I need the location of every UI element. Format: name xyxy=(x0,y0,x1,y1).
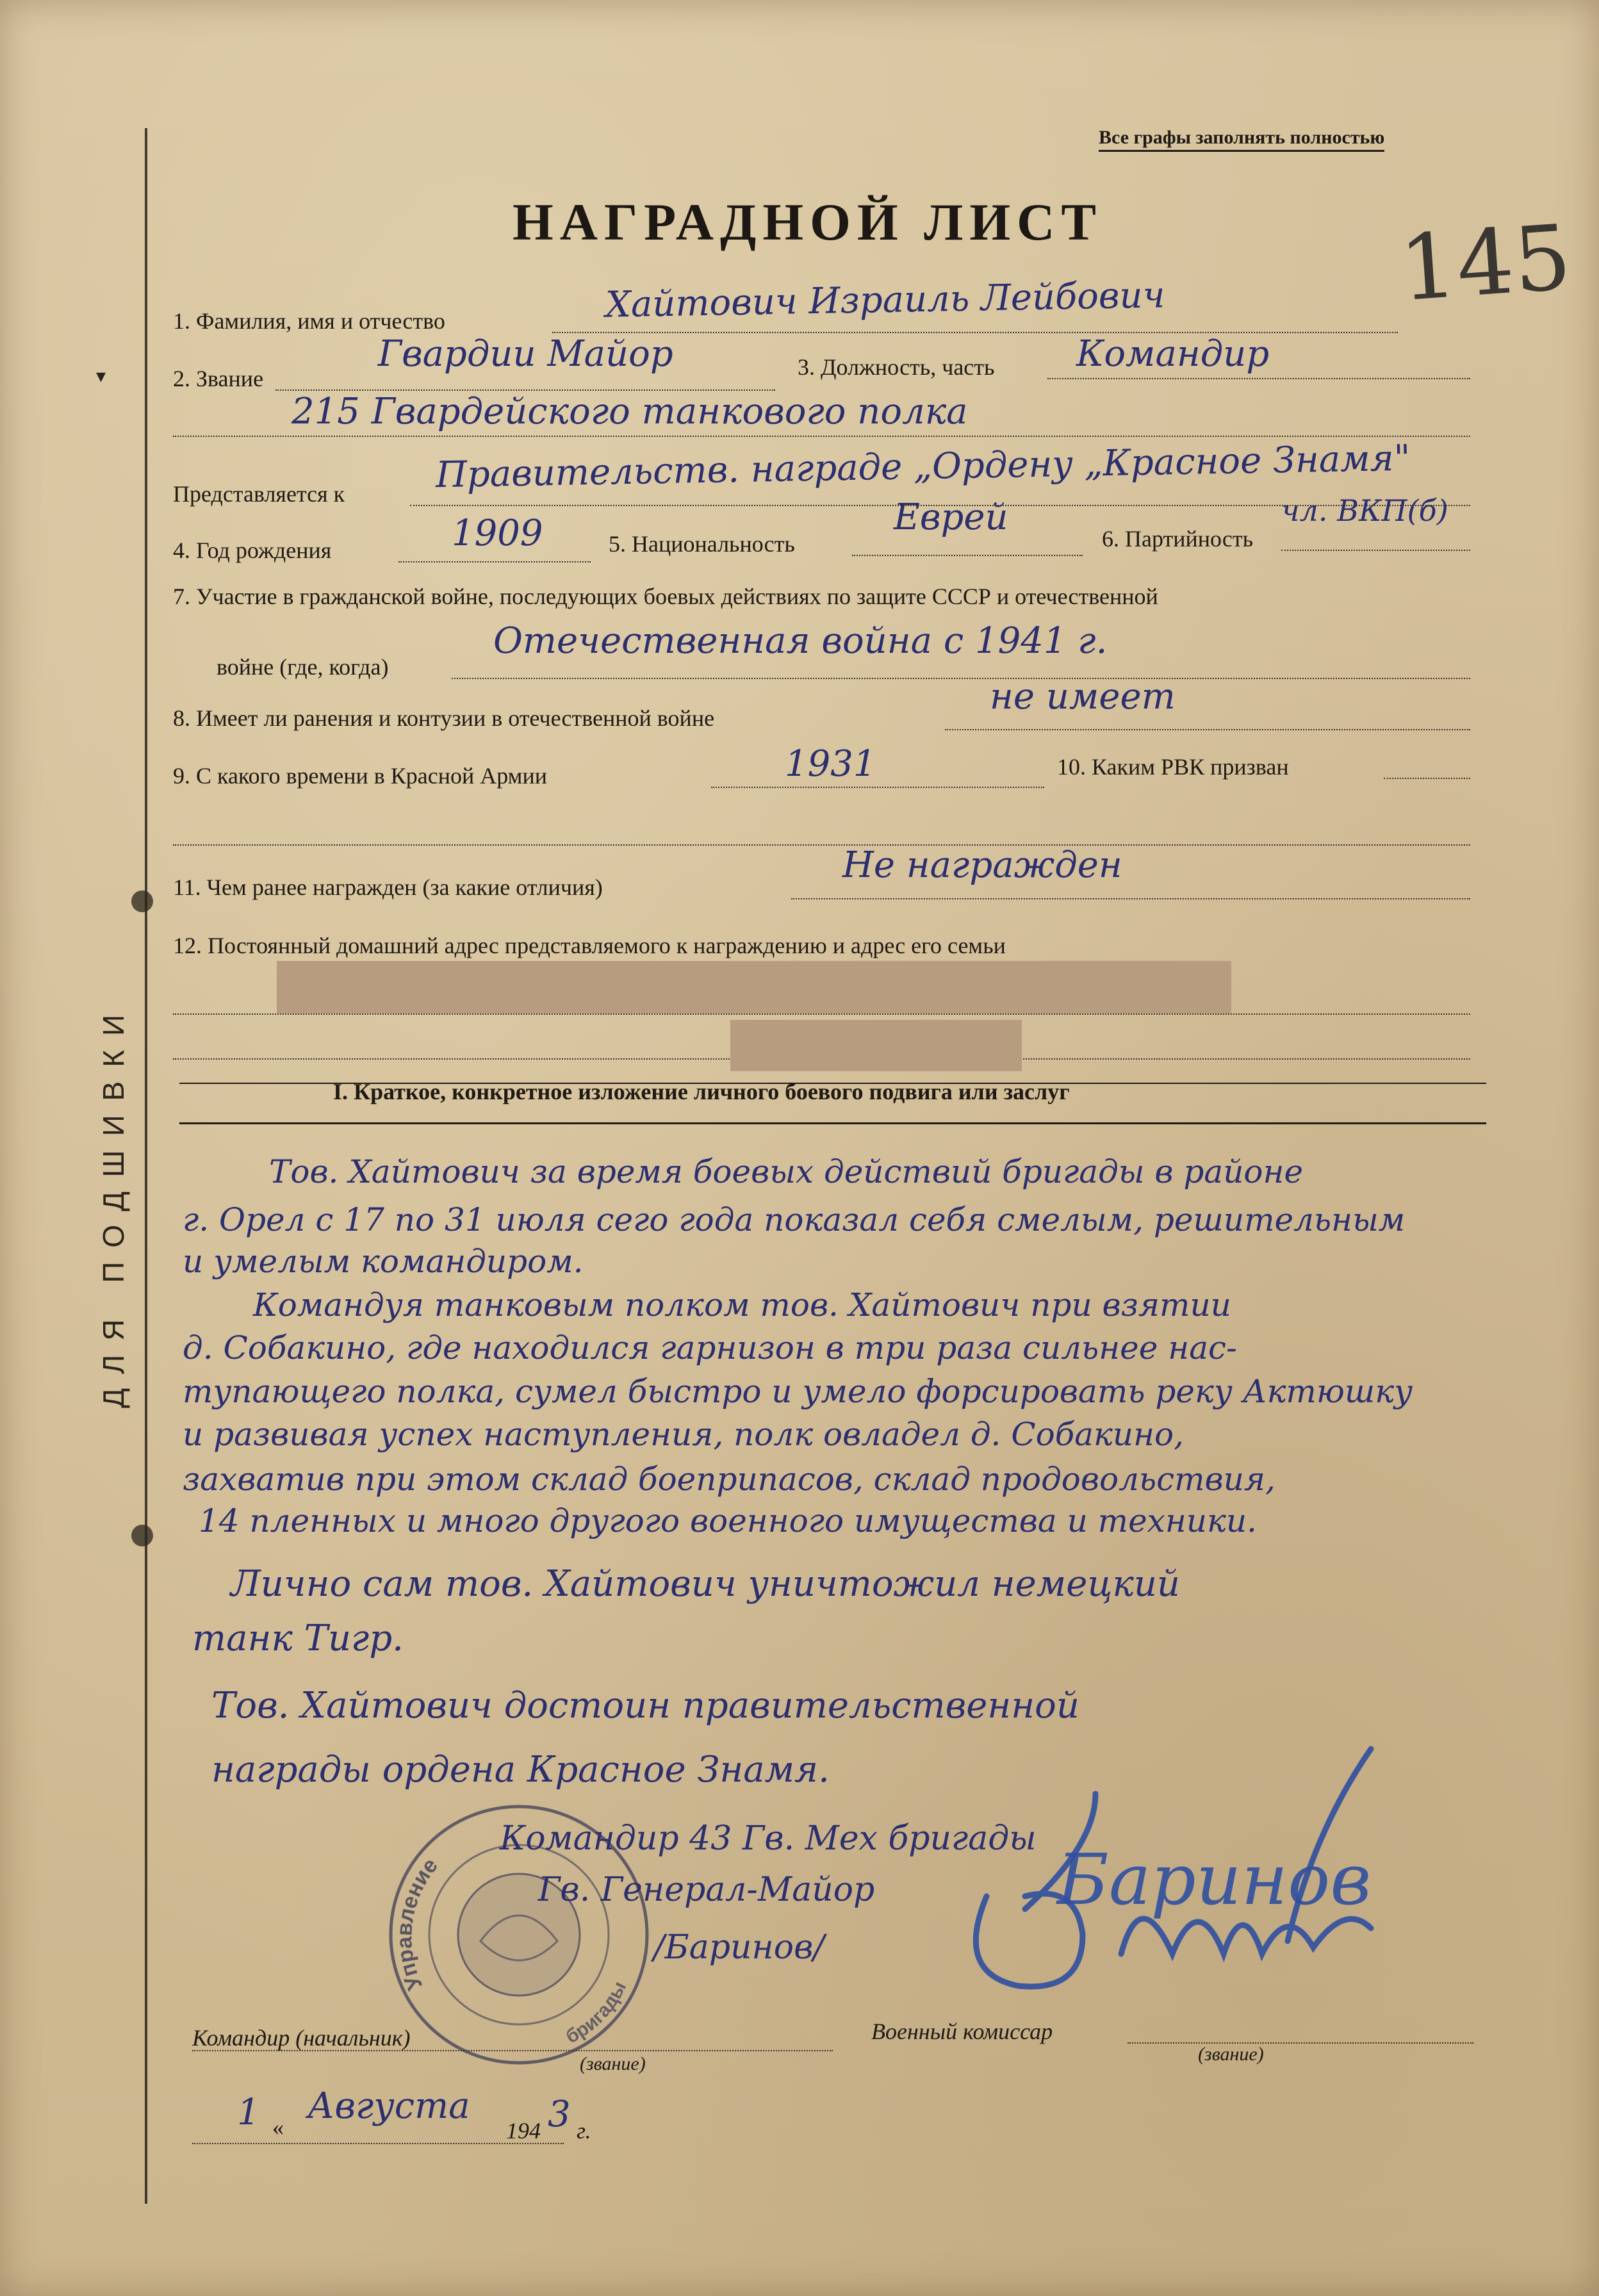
field-11-label: 11. Чем ранее награжден (за какие отличия) xyxy=(173,874,603,900)
field-9-value: 1931 xyxy=(785,743,876,785)
date-suffix: г. xyxy=(577,2118,591,2144)
field-5-line xyxy=(852,555,1083,556)
signer-line-1: Командир 43 Гв. Мех бригады xyxy=(500,1819,1037,1858)
field-8-value: не имеет xyxy=(990,676,1176,718)
story-line: 14 пленных и много другого военного имущества и техники. xyxy=(199,1502,1257,1539)
story-line: награды ордена Красное Знамя. xyxy=(211,1749,830,1791)
field-7-line xyxy=(452,678,1470,679)
story-line: Тов. Хайтович за время боевых действий бригады в районе xyxy=(269,1153,1304,1190)
field-4-value: 1909 xyxy=(452,512,543,554)
commander-rank-label: (звание) xyxy=(580,2053,646,2074)
story-line: д. Собакино, где находился гарнизон в три раза сильнее нас- xyxy=(183,1329,1237,1366)
story-line: захватив при этом склад боеприпасов, склад продовольствия, xyxy=(183,1461,1275,1498)
submitted-label: Представляется к xyxy=(173,481,345,507)
field-3-line xyxy=(1047,378,1470,379)
date-day: 1 xyxy=(237,2092,260,2133)
field-3-line-2 xyxy=(173,436,1470,437)
field-8-line xyxy=(945,729,1470,730)
signer-line-2: Гв. Генерал-Майор xyxy=(538,1871,875,1909)
field-7-label-1: 7. Участие в гражданской войне, последующих боевых действиях по защите СССР и отечественной xyxy=(173,584,1158,609)
margin-rule xyxy=(145,128,147,2204)
commander-line xyxy=(192,2050,833,2051)
section-1-heading: I. Краткое, конкретное изложение личного боевого подвига или заслуг xyxy=(333,1079,1070,1104)
story-line: Тов. Хайтович достоин правительственной xyxy=(211,1685,1079,1726)
binding-mark: ▾ xyxy=(96,366,106,387)
stamp-text-right: бригады xyxy=(562,1978,631,2048)
field-7-label-2: войне (где, когда) xyxy=(217,654,389,680)
field-10-line xyxy=(1384,778,1470,779)
field-3-label: 3. Должность, часть xyxy=(798,354,995,380)
date-year-prefix: 194 xyxy=(506,2118,541,2144)
field-5-value: Еврей xyxy=(894,496,1008,538)
field-4-line xyxy=(398,561,591,562)
date-line xyxy=(192,2143,564,2144)
field-6-value: чл. ВКП(б) xyxy=(1281,493,1448,528)
field-3-value: Командир xyxy=(1076,333,1270,375)
redacted-address-2 xyxy=(730,1020,1022,1071)
date-quote: « xyxy=(272,2115,284,2140)
field-7-value: Отечественная война с 1941 г. xyxy=(493,620,1108,662)
story-line: тупающего полка, сумел быстро и умело форсировать реку Актюшку xyxy=(183,1373,1413,1410)
instruction-note: Все графы заполнять полностью xyxy=(1099,127,1384,152)
commissar-label: Военный комиссар xyxy=(871,2019,1053,2044)
field-2-label: 2. Звание xyxy=(173,366,264,391)
date-year-digit: 3 xyxy=(548,2094,571,2135)
page-title: НАГРАДНОЙ ЛИСТ xyxy=(512,193,1103,251)
field-4-label: 4. Год рождения xyxy=(173,537,332,563)
story-line: и умелым командиром. xyxy=(183,1243,584,1280)
commander-signature xyxy=(929,1742,1390,2024)
field-1-label: 1. Фамилия, имя и отчество xyxy=(173,308,445,334)
submitted-value: Правительств. награде „Ордену „Красное Знамя" xyxy=(435,437,1411,496)
field-12-line xyxy=(173,1013,1470,1015)
field-8-label: 8. Имеет ли ранения и контузии в отечественной войне xyxy=(173,705,715,731)
commander-label: Командир (начальник) xyxy=(192,2025,411,2051)
field-1-value: Хайтович Израиль Лейбович xyxy=(605,274,1165,326)
redacted-address xyxy=(277,961,1231,1013)
field-3-value-2: 215 Гвардейского танкового полка xyxy=(291,391,968,432)
story-line: и развивая успех наступления, полк овладел д. Собакино, xyxy=(183,1416,1185,1453)
story-line: танк Тигр. xyxy=(192,1618,404,1659)
archive-number: 145 xyxy=(1396,205,1575,322)
signer-line-3: /Баринов/ xyxy=(653,1928,824,1967)
punch-hole xyxy=(131,890,153,912)
field-6-line xyxy=(1281,550,1470,551)
field-11-line xyxy=(791,898,1470,899)
field-6-label: 6. Партийность xyxy=(1102,526,1254,552)
punch-hole xyxy=(131,1525,153,1546)
field-1-line xyxy=(552,332,1398,333)
story-line: г. Орел с 17 по 31 июля сего года показал себя смелым, решительным xyxy=(183,1201,1406,1238)
field-10-line-2 xyxy=(173,844,1470,846)
commissar-rank-label: (звание) xyxy=(1198,2044,1264,2065)
field-12-label: 12. Постоянный домашний адрес представляемого к награждению и адрес его семьи xyxy=(173,933,1006,958)
story-line: Командуя танковым полком тов. Хайтович при взятии xyxy=(253,1286,1231,1324)
section-rule-bottom xyxy=(179,1122,1486,1124)
svg-text:Управление xyxy=(392,1853,443,1994)
field-2-value: Гвардии Майор xyxy=(378,333,673,375)
binding-label: ДЛЯ ПОДШИВКИ xyxy=(97,1000,130,1409)
field-11-value: Не награжден xyxy=(842,844,1122,886)
story-line: Лично сам тов. Хайтович уничтожил немецкий xyxy=(231,1563,1180,1605)
field-9-line xyxy=(711,787,1044,788)
date-month: Августа xyxy=(308,2085,470,2127)
field-5-label: 5. Национальность xyxy=(609,531,795,557)
stamp-text-left: Управление xyxy=(392,1853,443,1994)
field-10-label: 10. Каким РВК призван xyxy=(1057,754,1289,780)
field-9-label: 9. С какого времени в Красной Армии xyxy=(173,763,547,789)
commissar-line xyxy=(1128,2042,1473,2044)
signature-text: Баринов xyxy=(1057,1839,1372,1921)
